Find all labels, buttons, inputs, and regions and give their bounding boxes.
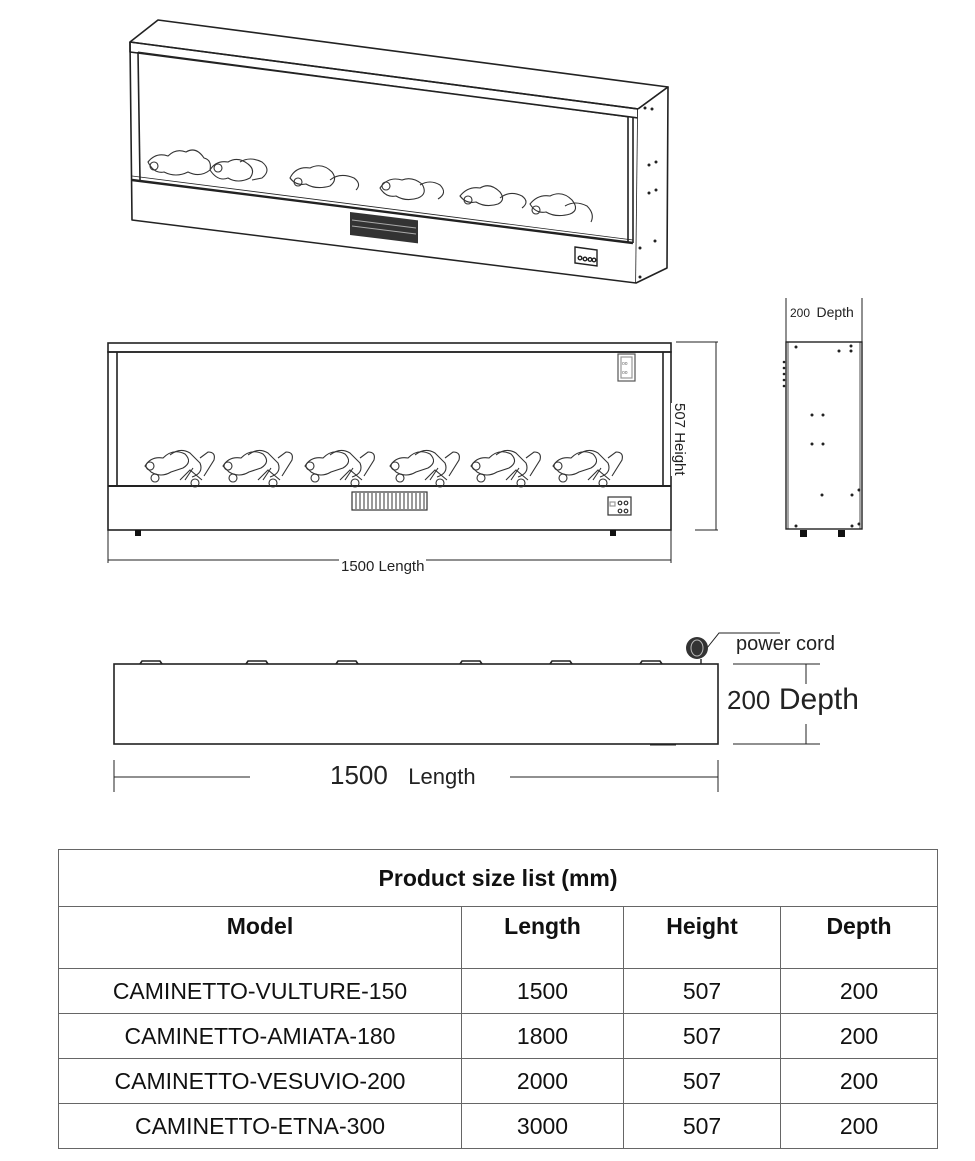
cell-height: 507 <box>624 969 781 1014</box>
top-length-number: 1500 <box>330 760 388 790</box>
foot-left <box>800 530 807 537</box>
front-height-label: 507 Height <box>671 403 688 476</box>
table-row <box>59 1014 938 1059</box>
column-header-height: Height <box>624 907 781 969</box>
cell-model: CAMINETTO-VULTURE-150 <box>59 969 462 1014</box>
side-depth-number: 200 <box>790 306 811 320</box>
cell-length: 1500 <box>462 969 624 1014</box>
cell-depth: 200 <box>781 1059 938 1104</box>
column-header-depth: Depth <box>781 907 938 969</box>
svg-text:oo: oo <box>622 370 628 376</box>
top-length-label <box>330 760 476 791</box>
control-panel-icon <box>575 247 597 266</box>
cell-model: CAMINETTO-ETNA-300 <box>59 1104 462 1149</box>
cell-depth: 200 <box>781 1014 938 1059</box>
table-row <box>59 1104 938 1149</box>
cell-height: 507 <box>624 1104 781 1149</box>
cell-height: 507 <box>624 1059 781 1104</box>
column-header-length: Length <box>462 907 624 969</box>
svg-text:oo: oo <box>622 361 628 367</box>
table-row <box>59 1059 938 1104</box>
top-depth-number: 200 <box>727 685 771 715</box>
side-view-drawing <box>0 290 975 550</box>
top-length-word: Length <box>408 764 476 789</box>
cell-depth: 200 <box>781 969 938 1014</box>
table-row <box>59 969 938 1014</box>
cell-length: 2000 <box>462 1059 624 1104</box>
cell-height: 507 <box>624 1014 781 1059</box>
log-bed-icon <box>148 150 592 222</box>
power-cord-label: power cord <box>736 633 835 655</box>
foot-right <box>838 530 845 537</box>
side-depth-label <box>790 304 854 322</box>
cell-model: CAMINETTO-AMIATA-180 <box>59 1014 462 1059</box>
table-title: Product size list (mm) <box>59 850 938 907</box>
mounting-holes-icon <box>783 345 861 528</box>
cell-model: CAMINETTO-VESUVIO-200 <box>59 1059 462 1104</box>
power-cord-icon <box>686 637 708 664</box>
cell-length: 1800 <box>462 1014 624 1059</box>
perspective-view-drawing <box>0 0 975 300</box>
top-depth-word: Depth <box>778 683 859 716</box>
cell-length: 3000 <box>462 1104 624 1149</box>
product-size-table <box>58 849 938 1149</box>
top-depth-label <box>727 683 859 717</box>
side-depth-word: Depth <box>816 304 854 320</box>
column-header-model: Model <box>59 907 462 969</box>
heater-grille-icon <box>350 212 418 243</box>
front-length-label: 1500 Length <box>341 558 425 575</box>
cell-depth: 200 <box>781 1104 938 1149</box>
